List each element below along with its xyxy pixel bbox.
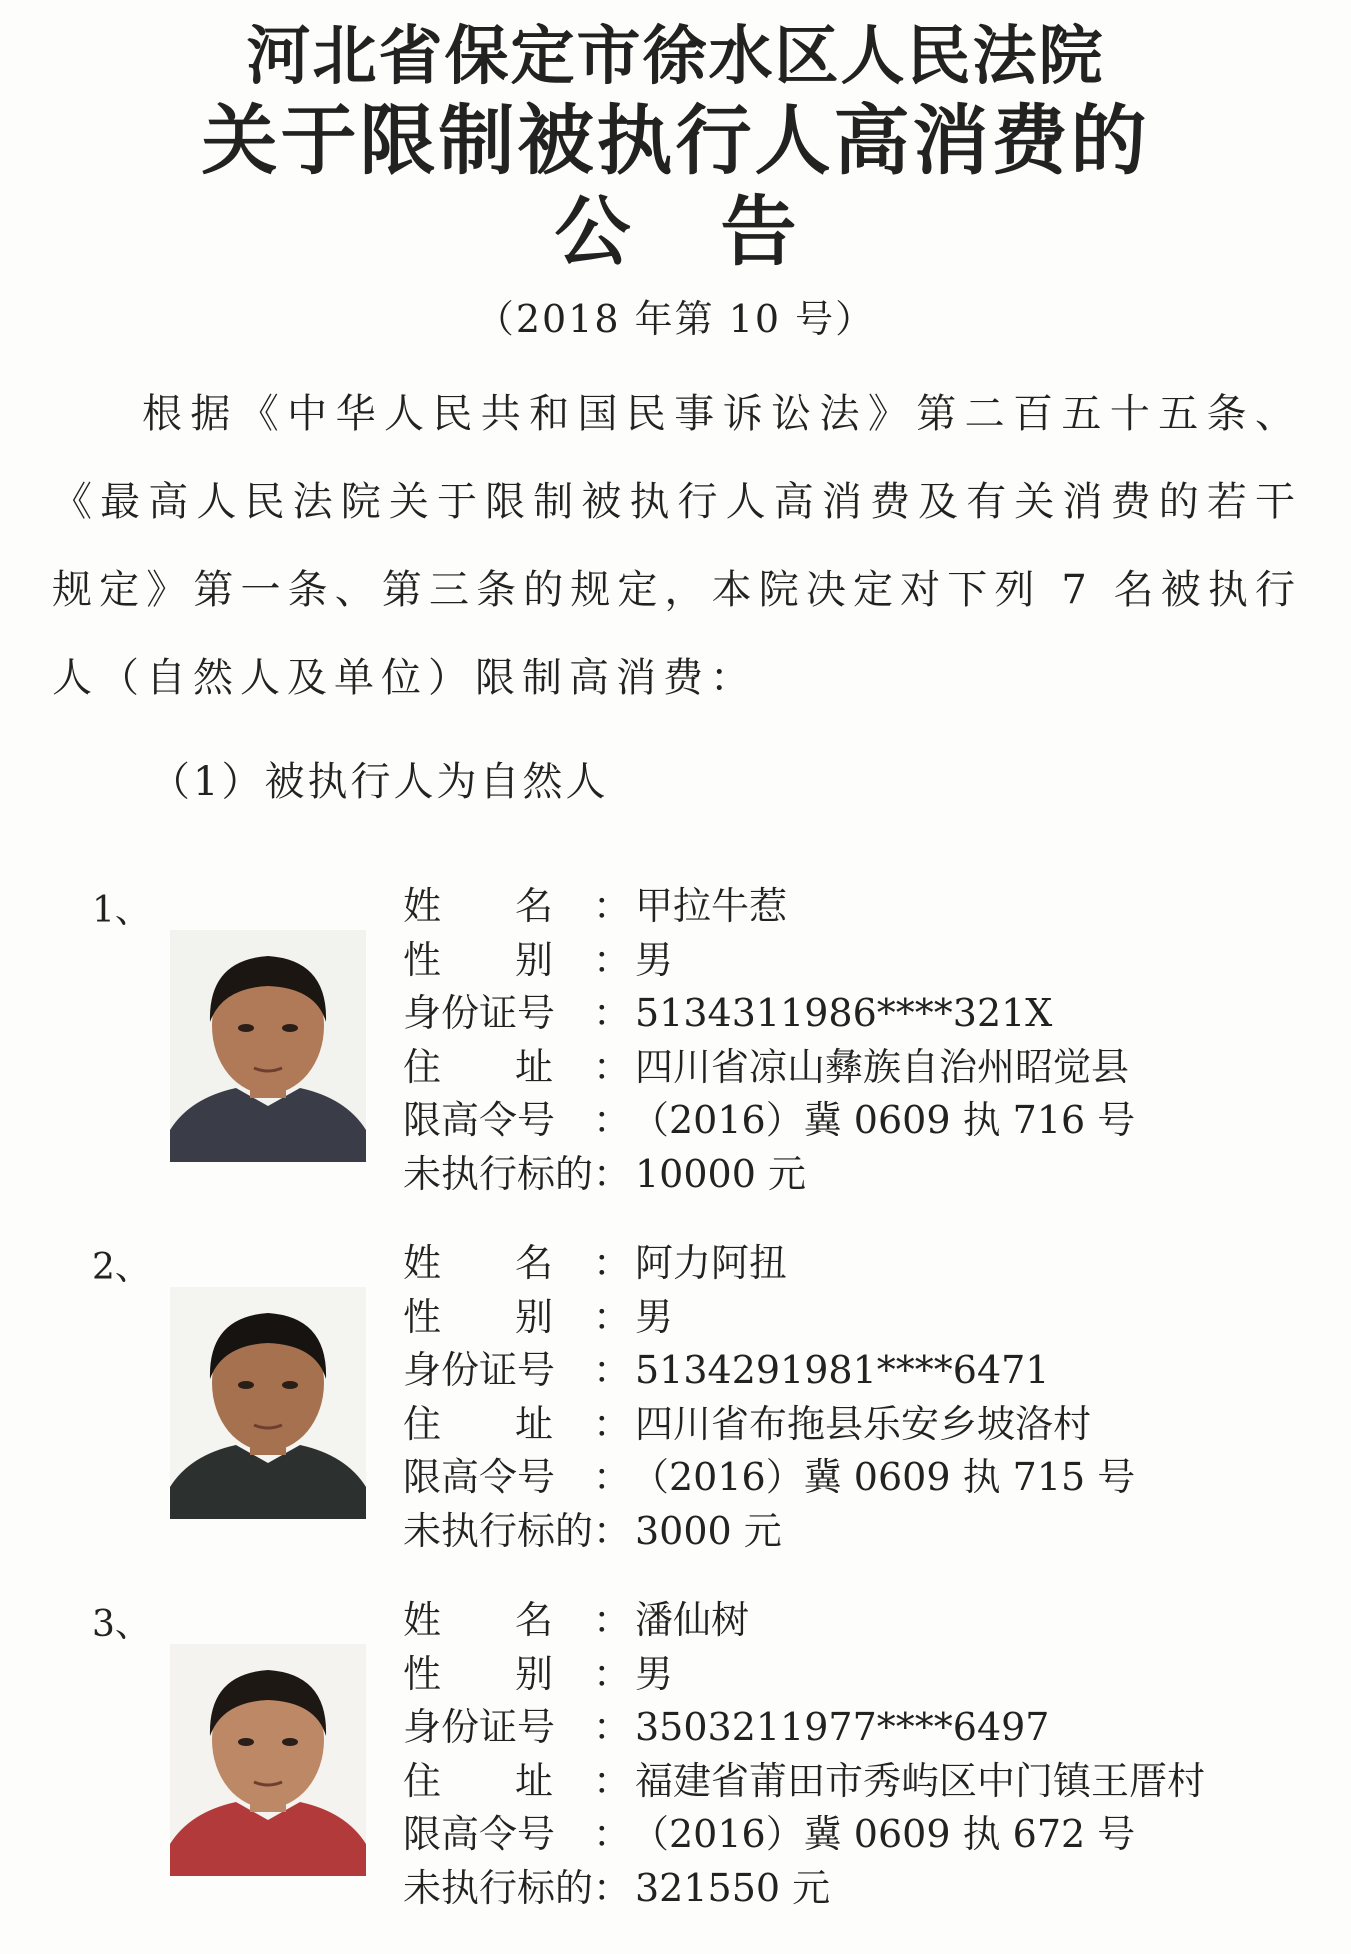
colon: ： [593, 1455, 632, 1499]
photo-right-eye [282, 1381, 298, 1389]
photo-left-eye [238, 1738, 254, 1746]
portrait-image [170, 930, 366, 1162]
gender-value: 男 [635, 937, 674, 982]
gender-label: 性别 [403, 1294, 553, 1339]
court-name: 河北省保定市徐水区人民法院 [246, 19, 1105, 94]
colon: ： [593, 1348, 632, 1392]
colon: ： [593, 991, 632, 1035]
amount-value: 321550 元 [635, 1865, 831, 1910]
colon: ： [593, 1598, 632, 1642]
entry-index: 1、 [92, 890, 151, 931]
gender-value: 男 [635, 1294, 674, 1339]
notice-title: 公告 [554, 187, 887, 276]
address-label: 住址 [403, 1044, 553, 1089]
address-label: 住址 [403, 1758, 553, 1803]
id-number-value: 5134291981****6471 [635, 1348, 1050, 1392]
address-value: 四川省布拖县乐安乡坡洛村 [635, 1401, 1092, 1446]
person-photo [170, 1287, 366, 1519]
colon: ： [593, 1044, 632, 1089]
gender-label: 性别 [403, 1651, 553, 1696]
colon: ： [593, 884, 632, 928]
portrait-image [170, 1287, 366, 1519]
gender-value: 男 [635, 1651, 674, 1696]
document-number: （2018 年第 10 号） [475, 297, 876, 341]
colon: ： [593, 1294, 632, 1339]
amount-label: 未执行标的 [403, 1865, 594, 1910]
entry-index: 3、 [92, 1604, 151, 1645]
name-label: 姓名 [403, 1598, 553, 1642]
colon: ： [593, 1758, 632, 1803]
person-photo [170, 930, 366, 1162]
name-label: 姓名 [403, 1241, 553, 1285]
notice-subject: 关于限制被执行人高消费的 [201, 96, 1150, 185]
id-number-value: 5134311986****321X [635, 991, 1053, 1035]
photo-left-eye [238, 1024, 254, 1032]
name-label: 姓名 [403, 884, 553, 928]
colon: ： [593, 1401, 632, 1446]
name-value: 潘仙树 [635, 1598, 750, 1642]
name-value: 阿力阿扭 [635, 1241, 788, 1285]
colon: ： [593, 1865, 632, 1910]
name-value: 甲拉牛惹 [635, 884, 788, 928]
photo-right-eye [282, 1738, 298, 1746]
order-number-label: 限高令号 [403, 1812, 556, 1856]
photo-left-eye [238, 1381, 254, 1389]
colon: ： [593, 1508, 632, 1553]
colon: ： [593, 1705, 632, 1749]
colon: ： [593, 937, 632, 982]
colon: ： [593, 1098, 632, 1142]
colon: ： [593, 1241, 632, 1285]
amount-value: 10000 元 [635, 1151, 806, 1196]
person-entry [0, 1237, 1351, 1597]
person-entry [0, 880, 1351, 1240]
id-number-label: 身份证号 [403, 991, 556, 1035]
colon: ： [593, 1651, 632, 1696]
colon: ： [593, 1812, 632, 1856]
amount-value: 3000 元 [635, 1508, 782, 1553]
section-heading: （1）被执行人为自然人 [150, 759, 609, 805]
photo-right-eye [282, 1024, 298, 1032]
id-number-label: 身份证号 [403, 1705, 556, 1749]
person-entry [0, 1594, 1351, 1954]
order-number-value: （2016）冀 0609 执 672 号 [631, 1812, 1136, 1856]
person-photo [170, 1644, 366, 1876]
amount-label: 未执行标的 [403, 1151, 594, 1196]
id-number-label: 身份证号 [403, 1348, 556, 1392]
portrait-image [170, 1644, 366, 1876]
address-value: 四川省凉山彝族自治州昭觉县 [635, 1044, 1130, 1089]
address-value: 福建省莆田市秀屿区中门镇王厝村 [635, 1758, 1206, 1803]
intro-paragraph: 根据《中华人民共和国民事诉讼法》第二百五十五条、《最高人民法院关于限制被执行人高消费及有关消费的若干规定》第一条、第三条的规定，本院决定对下列 7 名被执行人（自然人及单位）限制高消费： [52, 391, 1302, 701]
order-number-value: （2016）冀 0609 执 716 号 [631, 1098, 1136, 1142]
entry-index: 2、 [92, 1247, 151, 1288]
order-number-label: 限高令号 [403, 1455, 556, 1499]
amount-label: 未执行标的 [403, 1508, 594, 1553]
document-header [0, 18, 1351, 354]
order-number-label: 限高令号 [403, 1098, 556, 1142]
gender-label: 性别 [403, 937, 553, 982]
address-label: 住址 [403, 1401, 553, 1446]
order-number-value: （2016）冀 0609 执 715 号 [631, 1455, 1136, 1499]
id-number-value: 3503211977****6497 [635, 1705, 1050, 1749]
colon: ： [593, 1151, 632, 1196]
